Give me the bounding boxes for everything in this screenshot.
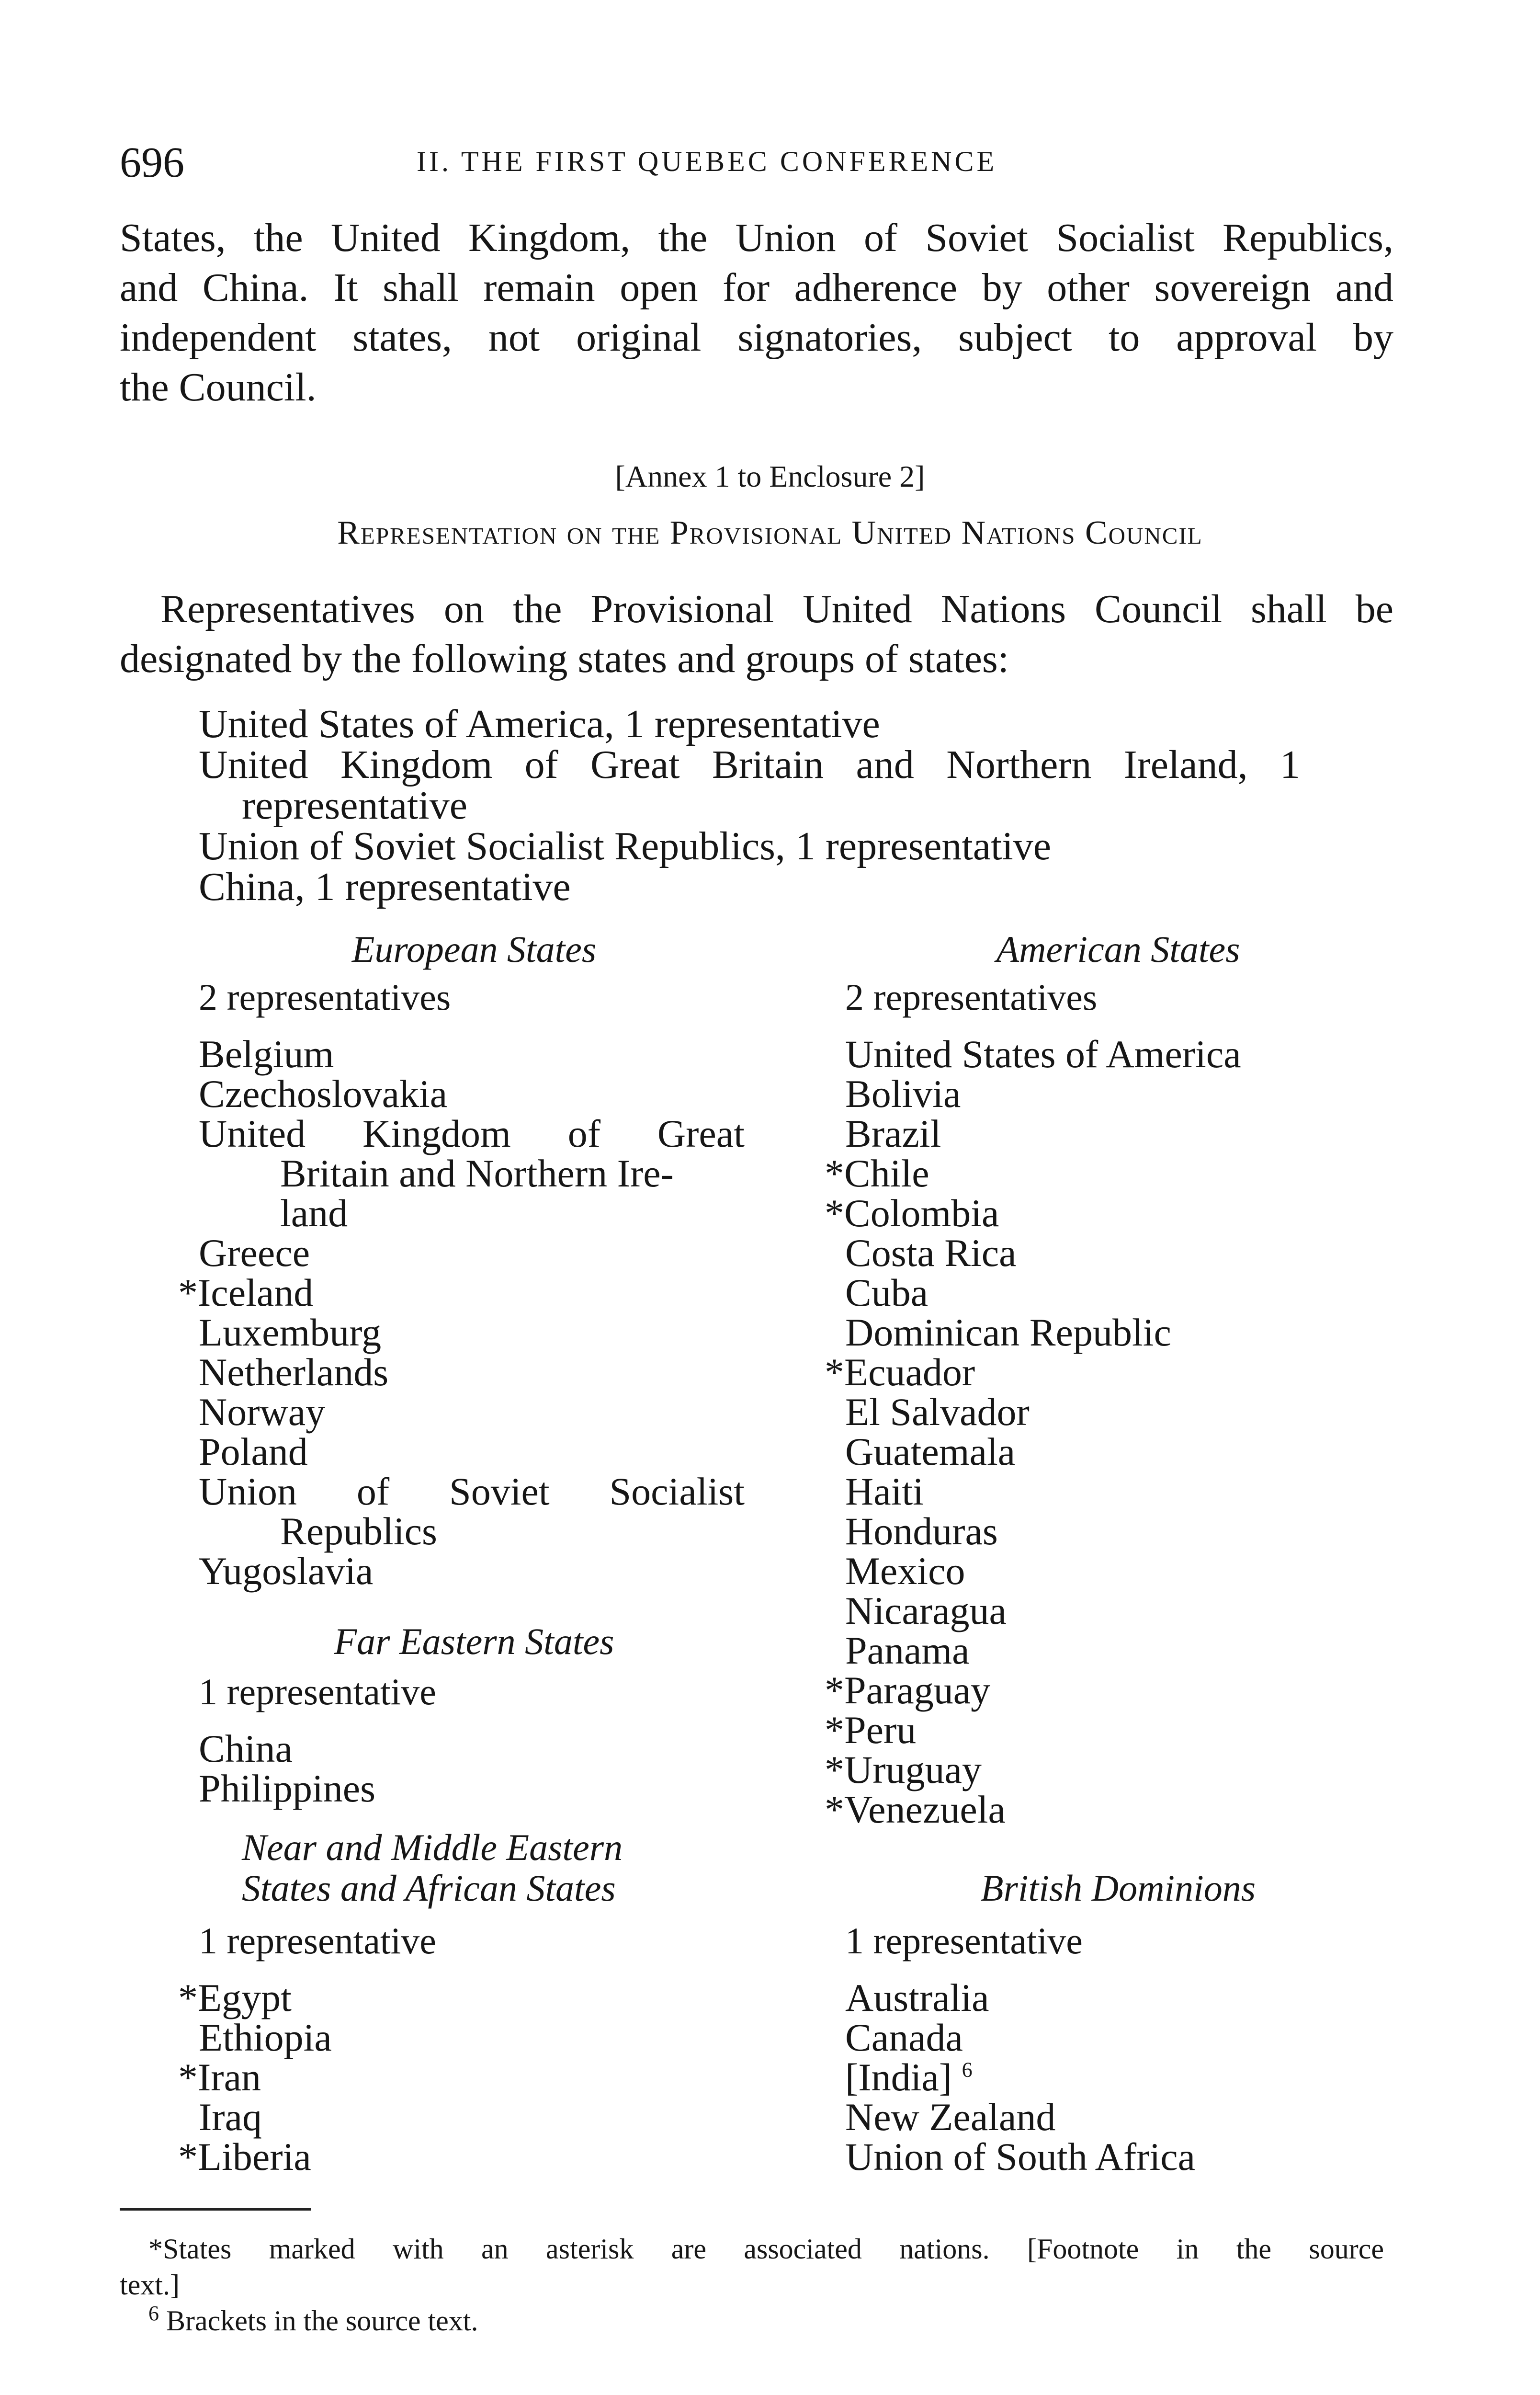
list-item: Guatemala: [845, 1430, 1016, 1473]
list-item: Greece: [199, 1231, 310, 1275]
list-item: *Venezuela: [825, 1788, 1006, 1831]
list-item: *Iceland: [178, 1271, 314, 1314]
section-title: Representation on the Provisional United Nations Council: [337, 514, 1203, 551]
group-count: 1 representative: [845, 1920, 1083, 1962]
text-line: Representatives on the Provisional United Nations Council shall be: [160, 587, 1393, 631]
list-item: United Kingdom of Great Britain and Northern Ireland, 1: [199, 742, 1300, 787]
list-item: Panama: [845, 1629, 970, 1672]
list-item: New Zealand: [845, 2095, 1056, 2139]
group-count: 1 representative: [199, 1671, 436, 1712]
list-item: Haiti: [845, 1470, 924, 1513]
annex-label: [Annex 1 to Enclosure 2]: [615, 459, 925, 493]
list-item: *Chile: [825, 1152, 929, 1195]
intro-paragraph: [120, 213, 1393, 412]
list-item: Mexico: [845, 1549, 965, 1593]
list-item: Yugoslavia: [199, 1549, 374, 1593]
list-item: Luxemburg: [199, 1311, 382, 1354]
text-line: independent states, not original signatories, subject to approval by: [120, 315, 1393, 360]
list-item: El Salvador: [845, 1390, 1030, 1434]
footnote-asterisk-continuation: text.]: [120, 2269, 180, 2301]
list-item-continuation: Britain and Northern Ire-: [280, 1152, 674, 1195]
list-item: Dominican Republic: [845, 1311, 1171, 1354]
group-count: 1 representative: [199, 1920, 436, 1962]
list-item: Union of Soviet Socialist: [199, 1470, 745, 1513]
list-item: United States of America: [845, 1032, 1241, 1076]
footnote-marker: 6: [148, 2302, 159, 2325]
list-item: *Uruguay: [825, 1748, 982, 1791]
list-item: *Ecuador: [825, 1350, 975, 1394]
list-item: China: [199, 1727, 293, 1770]
list-item: Belgium: [199, 1032, 334, 1076]
group-heading: Near and Middle Eastern: [242, 1826, 623, 1868]
text-line: and China. It shall remain open for adherence by other sovereign and: [120, 265, 1393, 310]
footnote-divider: [120, 2208, 311, 2211]
list-item: *Iran: [178, 2055, 261, 2099]
group-count: 2 representatives: [845, 976, 1098, 1018]
text-line: the Council.: [120, 365, 317, 410]
list-item: Costa Rica: [845, 1231, 1017, 1275]
list-item: *Egypt: [178, 1976, 292, 2019]
list-item-continuation: Republics: [280, 1509, 437, 1553]
list-item-continuation: land: [280, 1191, 348, 1235]
list-item: Poland: [199, 1430, 308, 1473]
list-item: Ethiopia: [199, 2016, 332, 2059]
list-item: Czechoslovakia: [199, 1072, 448, 1116]
group-heading: Far Eastern States: [334, 1620, 614, 1662]
text-line: States, the United Kingdom, the Union of Soviet Socialist Republics,: [120, 216, 1393, 260]
list-item: United Kingdom of Great: [199, 1112, 745, 1155]
list-item: *Liberia: [178, 2135, 311, 2178]
list-item-label: [India]: [845, 2055, 952, 2099]
list-item: Union of South Africa: [845, 2135, 1196, 2178]
list-item: Australia: [845, 1976, 989, 2019]
list-item: *Paraguay: [825, 1668, 991, 1712]
list-item: Brazil: [845, 1112, 941, 1155]
list-item: *Peru: [825, 1708, 917, 1752]
list-item: Nicaragua: [845, 1589, 1007, 1632]
list-item: Philippines: [199, 1767, 376, 1810]
footnote-six: [148, 2304, 478, 2338]
group-heading: States and African States: [242, 1867, 616, 1909]
group-heading: American States: [996, 928, 1240, 970]
page-number: 696: [120, 139, 184, 186]
list-item: Canada: [845, 2016, 963, 2059]
group-heading: European States: [351, 928, 597, 970]
list-item: [845, 2055, 973, 2099]
list-item: Norway: [199, 1390, 326, 1434]
list-item: Union of Soviet Socialist Republics, 1 representative: [199, 824, 1051, 868]
list-item: Bolivia: [845, 1072, 961, 1116]
footnote-asterisk: *States marked with an asterisk are associated nations. [Footnote in the source: [148, 2233, 1384, 2265]
list-item: China, 1 representative: [199, 865, 571, 909]
list-item: Netherlands: [199, 1350, 389, 1394]
list-item: United States of America, 1 representative: [199, 702, 880, 746]
text-line: designated by the following states and groups of states:: [120, 637, 1009, 681]
list-item-continuation: representative: [242, 783, 468, 828]
list-item: Iraq: [199, 2095, 262, 2139]
running-title: II. THE FIRST QUEBEC CONFERENCE: [417, 146, 997, 177]
footnote-marker: 6: [962, 2058, 973, 2082]
list-item: Honduras: [845, 1509, 998, 1553]
group-heading: British Dominions: [980, 1867, 1256, 1909]
list-item: Cuba: [845, 1271, 929, 1314]
footnote-text: Brackets in the source text.: [166, 2305, 478, 2337]
list-item: *Colombia: [825, 1191, 999, 1235]
lead-paragraph: [120, 584, 1393, 684]
group-count: 2 representatives: [199, 976, 451, 1018]
